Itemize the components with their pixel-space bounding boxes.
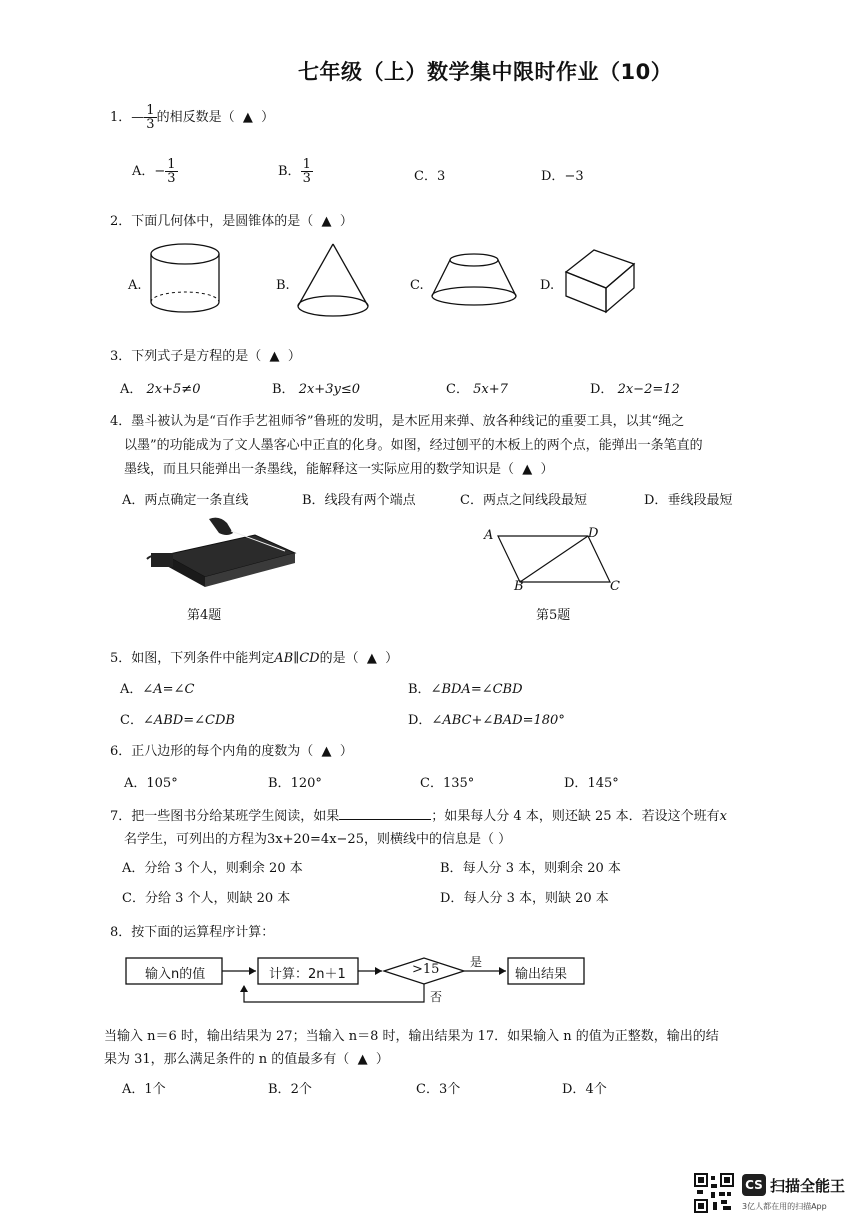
q2-label-c: C. xyxy=(410,278,424,293)
flow-output-box: 输出结果 xyxy=(515,967,568,982)
q8-option-a: A．1个 xyxy=(122,1082,166,1097)
q6-option-a: A．105° xyxy=(124,776,178,791)
figure-4-caption: 第4题 xyxy=(187,608,222,623)
answer-mark: ▲ xyxy=(357,1052,368,1067)
fraction: $\frac{1}{3}$ xyxy=(146,103,155,132)
q4-option-a: A．两点确定一条直线 xyxy=(122,493,249,508)
q1-option-a: A．− $\frac{1}{3}$ xyxy=(132,157,176,186)
question-1-stem: 1．— $\frac{1}{3}$ 的相反数是（ ▲ ） xyxy=(110,103,275,132)
q2-label-d: D. xyxy=(540,278,555,293)
q7-option-b: B．每人分 3 本，则剩余 20 本 xyxy=(440,861,621,876)
q1-option-d: D．−3 xyxy=(541,169,584,184)
question-6-stem: 6．正八边形的每个内角的度数为（ ▲ ） xyxy=(110,744,353,759)
camscanner-logo-icon: CS xyxy=(742,1174,766,1196)
question-7-line1: 7．把一些图书分给某班学生阅读，如果 ；如果每人分 4 本，则还缺 25 本．若设这个班有x xyxy=(110,809,727,824)
q7-option-c: C．分给 3 个人，则缺 20 本 xyxy=(122,891,291,906)
q7-option-a: A．分给 3 个人，则剩余 20 本 xyxy=(122,861,303,876)
q3-option-c: C． 5x+7 xyxy=(446,382,508,397)
question-2-stem: 2．下面几何体中，是圆锥体的是（ ▲ ） xyxy=(110,214,353,229)
scanner-brand: 扫描全能王 xyxy=(770,1177,846,1195)
flow-condition: >15 xyxy=(412,962,440,977)
point-b-label: B xyxy=(514,579,524,594)
q6-option-d: D．145° xyxy=(564,776,619,791)
answer-mark: ▲ xyxy=(366,651,377,666)
question-4-line3: 墨线，而且只能弹出一条墨线，能解释这一实际应用的数学知识是（ ▲ ） xyxy=(124,462,554,477)
flow-no-label: 否 xyxy=(430,990,443,1004)
cone-figure xyxy=(290,240,376,324)
q3-option-b: B． 2x+3y≤0 xyxy=(272,382,360,397)
point-d-label: D xyxy=(588,526,599,541)
q2-label-a: A. xyxy=(128,278,142,293)
question-5-stem: 5．如图，下列条件中能判定AB∥CD的是（ ▲ ） xyxy=(110,651,399,666)
frustum-figure xyxy=(426,250,522,310)
q3-option-d: D． 2x−2=12 xyxy=(590,382,680,397)
question-4-line2: 以墨”的功能成为了文人墨客心中正直的化身。如图，经过刨平的木板上的两个点，能弹出一条笔直的 xyxy=(124,438,703,453)
q1-option-c: C．3 xyxy=(414,169,446,184)
figure-5-caption: 第5题 xyxy=(536,608,571,623)
answer-mark: ▲ xyxy=(269,349,280,364)
ink-line-board-figure xyxy=(145,515,305,593)
q8-option-b: B．2个 xyxy=(268,1082,312,1097)
q6-option-b: B．120° xyxy=(268,776,322,791)
q5-option-a: A．∠A=∠C xyxy=(120,682,195,697)
question-8-line2: 果为 31，那么满足条件的 n 的值最多有（ ▲ ） xyxy=(104,1052,389,1067)
question-7-line2: 名学生，可列出的方程为3x+20=4x−25，则横线中的信息是（ ） xyxy=(124,832,512,847)
q8-option-c: C．3个 xyxy=(416,1082,461,1097)
q5-option-c: C．∠ABD=∠CDB xyxy=(120,713,235,728)
q2-label-b: B. xyxy=(276,278,290,293)
q6-option-c: C．135° xyxy=(420,776,475,791)
answer-blank[interactable] xyxy=(339,807,431,820)
q4-option-d: D．垂线段最短 xyxy=(644,493,733,508)
q5-option-d: D．∠ABC+∠BAD=180° xyxy=(408,713,565,728)
q4-option-c: C．两点之间线段最短 xyxy=(460,493,587,508)
point-a-label: A xyxy=(484,528,494,543)
q8-option-d: D．4个 xyxy=(562,1082,607,1097)
q4-option-b: B．线段有两个端点 xyxy=(302,493,416,508)
parallelogram-figure xyxy=(478,524,628,596)
cylinder-figure xyxy=(145,240,225,320)
qr-code-icon xyxy=(693,1172,735,1214)
scanner-slogan: 3亿人都在用的扫描App xyxy=(742,1202,827,1211)
point-c-label: C xyxy=(610,579,620,594)
question-8-stem: 8．按下面的运算程序计算： xyxy=(110,925,275,940)
answer-mark: ▲ xyxy=(522,462,533,477)
answer-mark: ▲ xyxy=(242,110,253,125)
question-8-line1: 当输入 n＝6 时，输出结果为 27；当输入 n＝8 时，输出结果为 17．如果输入 n 的值为正整数，输出的结 xyxy=(104,1029,719,1044)
question-4-line1: 4．墨斗被认为是“百作手艺祖师爷”鲁班的发明，是木匠用来弹、放各种线记的重要工具，以其“绳之 xyxy=(110,414,685,429)
flow-input-box: 输入n的值 xyxy=(145,967,206,982)
answer-mark: ▲ xyxy=(321,744,332,759)
flow-compute-box: 计算：2n＋1 xyxy=(269,967,346,982)
answer-mark: ▲ xyxy=(321,214,332,229)
page-title: 七年级（上）数学集中限时作业（10） xyxy=(298,60,673,84)
q1-option-b: B． $\frac{1}{3}$ xyxy=(278,157,311,186)
question-3-stem: 3．下列式子是方程的是（ ▲ ） xyxy=(110,349,301,364)
flow-yes-label: 是 xyxy=(470,955,483,969)
q3-option-a: A． 2x+5≠0 xyxy=(120,382,201,397)
cube-figure xyxy=(560,246,640,316)
q5-option-b: B．∠BDA=∠CBD xyxy=(408,682,523,697)
q7-option-d: D．每人分 3 本，则缺 20 本 xyxy=(440,891,609,906)
